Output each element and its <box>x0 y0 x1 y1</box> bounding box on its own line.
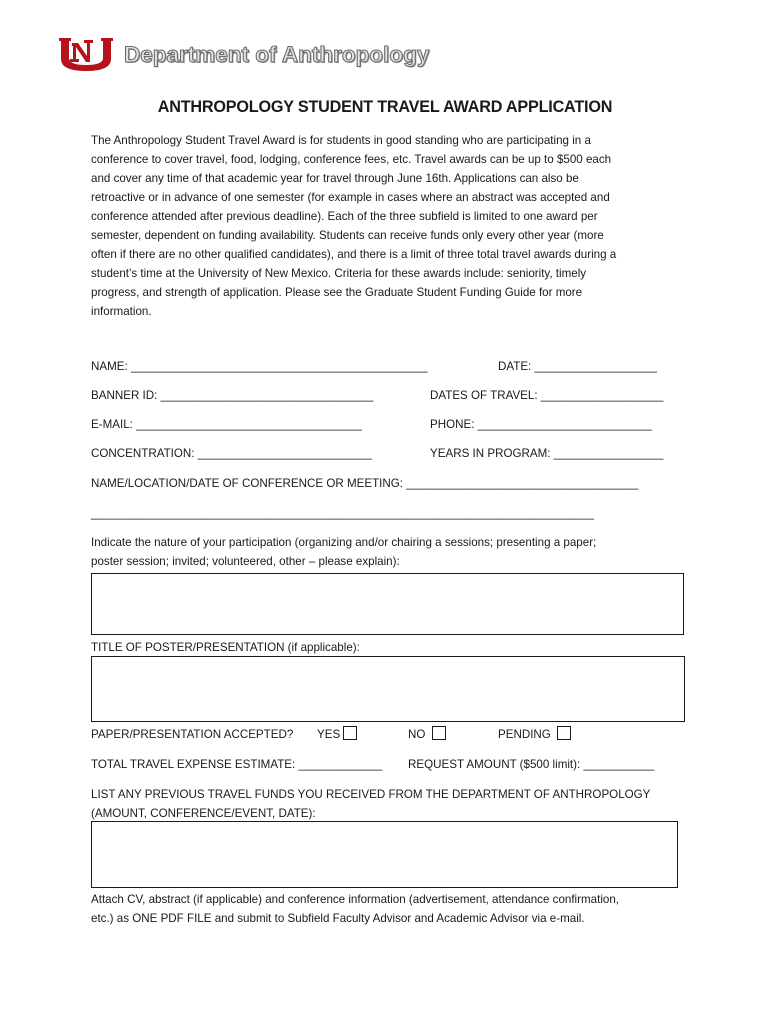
phone-field[interactable]: PHONE: ___________________________ <box>430 418 652 431</box>
intro-line: often if there are no other qualified candidates), and there is a limit of three total travel awards during a <box>91 248 617 261</box>
concentration-field[interactable]: CONCENTRATION: ___________________________ <box>91 447 372 460</box>
yes-checkbox[interactable] <box>343 726 357 740</box>
intro-line: retroactive or in advance of one semester (for example in cases where an abstract was accepted and <box>91 191 610 204</box>
participation-instructions <box>91 533 596 571</box>
form-title: ANTHROPOLOGY STUDENT TRAVEL AWARD APPLICATION <box>157 98 613 116</box>
intro-line: semester, dependent on funding availability. Students can receive funds only every other year (more <box>91 229 604 242</box>
no-label: NO <box>408 728 426 741</box>
intro-paragraph <box>91 131 691 321</box>
intro-line: The Anthropology Student Travel Award is for students in good standing who are participating in a <box>91 134 591 147</box>
no-checkbox[interactable] <box>432 726 446 740</box>
pending-label: PENDING <box>498 728 551 741</box>
department-name: Department of Anthropology <box>124 42 430 67</box>
intro-line: and cover any time of that academic year for travel through June 16th. Applications can also be <box>91 172 579 185</box>
attach-line: Attach CV, abstract (if applicable) and conference information (advertisement, attendance confirmation, <box>91 893 620 906</box>
intro-line: conference attended after previous deadline). Each of the three subfield is limited to one award per <box>91 210 598 223</box>
previous-funds-textbox[interactable] <box>91 821 678 888</box>
name-field[interactable]: NAME: ______________________________________________ <box>91 360 428 373</box>
unm-logo <box>57 36 115 72</box>
banner-id-field[interactable]: BANNER ID: _________________________________ <box>91 389 374 402</box>
accepted-label: PAPER/PRESENTATION ACCEPTED? <box>91 728 294 741</box>
intro-line: student’s time at the University of New Mexico. Criteria for these awards include: seniority, timely <box>91 267 587 280</box>
attach-instructions <box>91 890 619 928</box>
previous-funds-line: LIST ANY PREVIOUS TRAVEL FUNDS YOU RECEIVED FROM THE DEPARTMENT OF ANTHROPOLOGY <box>91 788 651 801</box>
conference-field-continued[interactable]: ______________________________________________________________________________ <box>91 507 594 520</box>
request-amount-field[interactable]: REQUEST AMOUNT ($500 limit): ___________ <box>408 758 655 771</box>
intro-line: conference to cover travel, food, lodging, conference fees, etc. Travel awards can be up to $500 each <box>91 153 612 166</box>
participation-line: Indicate the nature of your participation (organizing and/or chairing a sessions; presenting a paper; <box>91 536 597 549</box>
participation-textbox[interactable] <box>91 573 684 635</box>
years-in-program-field[interactable]: YEARS IN PROGRAM: _________________ <box>430 447 664 460</box>
poster-title-label: TITLE OF POSTER/PRESENTATION (if applicable): <box>91 641 360 654</box>
conference-field[interactable]: NAME/LOCATION/DATE OF CONFERENCE OR MEETING: ____________________________________ <box>91 477 639 490</box>
yes-label: YES <box>317 728 341 741</box>
previous-funds-line: (AMOUNT, CONFERENCE/EVENT, DATE): <box>91 807 316 820</box>
intro-line: progress, and strength of application. Please see the Graduate Student Funding Guide for more <box>91 286 583 299</box>
attach-line: etc.) as ONE PDF FILE and submit to Subfield Faculty Advisor and Academic Advisor via e-mail. <box>91 912 585 925</box>
date-field[interactable]: DATE: ___________________ <box>498 360 658 373</box>
expense-estimate-field[interactable]: TOTAL TRAVEL EXPENSE ESTIMATE: _____________ <box>91 758 383 771</box>
previous-funds-label <box>91 785 650 823</box>
participation-line: poster session; invited; volunteered, other – please explain): <box>91 555 400 568</box>
pending-checkbox[interactable] <box>557 726 571 740</box>
dates-of-travel-field[interactable]: DATES OF TRAVEL: ___________________ <box>430 389 664 402</box>
poster-title-textbox[interactable] <box>91 656 685 722</box>
email-field[interactable]: E-MAIL: ___________________________________ <box>91 418 362 431</box>
intro-line: information. <box>91 305 152 318</box>
